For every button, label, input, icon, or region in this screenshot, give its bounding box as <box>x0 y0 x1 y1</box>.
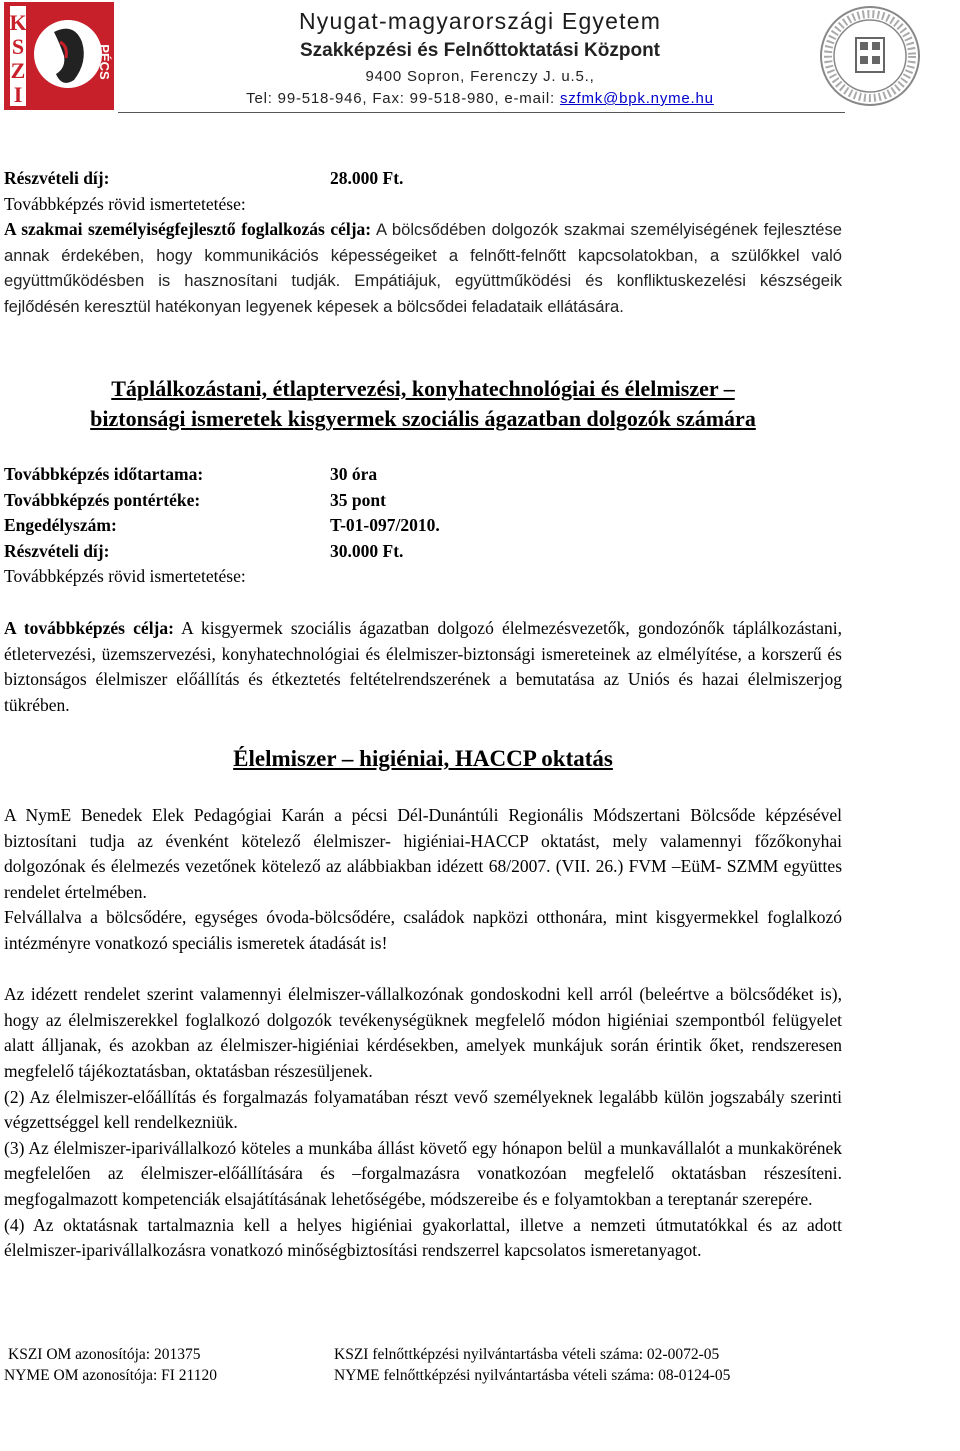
detail-value: 35 pont <box>330 489 386 510</box>
section-2-title <box>4 374 842 434</box>
detail-row-points <box>4 488 842 514</box>
fee-value: 28.000 Ft. <box>330 168 404 188</box>
detail-value: 30 óra <box>330 464 378 484</box>
goal-paragraph <box>4 217 842 319</box>
detail-label: Engedélyszám: <box>4 515 117 536</box>
svg-text:K: K <box>9 10 27 35</box>
nyme-registration: NYME felnőttképzési nyilvántartásba vételi száma: 08-0124-05 <box>334 1367 731 1384</box>
detail-value: T-01-097/2010. <box>330 515 440 536</box>
section-2-title-line-1: Táplálkozástani, étlaptervezési, konyhatechnológiai és élelmiszer – <box>111 376 735 401</box>
address: 9400 Sopron, Ferenczy J. u.5., <box>365 68 595 85</box>
section-1 <box>4 166 842 320</box>
summary-label: Továbbképzés rövid ismertetetése: <box>4 193 246 214</box>
paragraph: Felvállalva a bölcsődére, egységes óvoda-bölcsődére, családok napközi otthonára, mint kisgyermekkel foglalkozó intézményre vonatkozó speciális ismeretek átadását is! <box>4 907 842 953</box>
detail-row-duration <box>4 462 842 488</box>
paragraph: (2) Az élelmiszer-előállítás és forgalmazás folyamatában részt vevő személyeknek legalább külön jogszabály szerinti végzettséggel kell rendelkezniük. <box>4 1086 842 1133</box>
section-3-body <box>4 803 842 1264</box>
email-link[interactable]: szfmk@bpk.nyme.hu <box>559 90 714 107</box>
svg-text:Z: Z <box>10 58 26 83</box>
institution-name: Nyugat-magyarországi Egyetem <box>298 8 662 34</box>
goal-text: A bölcsődében dolgozók szakmai személyiségének fejlesztése annak érdekében, hogy kommunikációs képességeiket a felnőtt-felnőtt kapcsolatokban, a szülőkkel való együttműködésben is hasznosítani tudják. Empátiájuk, együttműködési és konfliktuskezelési készségeik fejlődésén keresztül hatékonyan legyenek képesek a bölcsődei feladataik ellátására. <box>4 220 842 316</box>
svg-text:S: S <box>11 34 25 59</box>
goal-label: A továbbképzés célja: <box>4 618 174 638</box>
detail-row-license <box>4 513 842 539</box>
goal-label: A szakmai személyiségfejlesztő foglalkozás célja: <box>4 219 372 240</box>
paragraph: (4) Az oktatásnak tartalmaznia kell a helyes higiéniai gyakorlattal, illetve a nemzeti útmutatókkal és az adott élelmiszer-iparivállalkozásra vonatkozó minőségbiztosítási rendszerrel kapcsolatos ismeretanyagot. <box>4 1214 842 1261</box>
contact-text: Tel: 99-518-946, Fax: 99-518-980, e-mail: <box>246 90 560 107</box>
svg-text:PÉCS: PÉCS <box>97 44 112 80</box>
letterhead <box>0 0 960 118</box>
paragraph: A NymE Benedek Elek Pedagógiai Karán a pécsi Dél-Dunántúli Regionális Módszertani Bölcsőde képzésével biztosítani tudja az évenként kötelező élelmiszer- higiéniai-HACCP oktatást, mely valamennyi főzőkonyhai dolgozónak és élelmezés vezetőnek kötelező az alábbiakban idézett 68/2007. (VII. 26.) FVM –EüM- SZMM együttes rendelet értelmében. <box>4 805 842 902</box>
detail-label: Részvételi díj: <box>4 540 110 561</box>
summary-label: Továbbképzés rövid ismertetetése: <box>4 566 246 587</box>
ksz-om-id: KSZI OM azonosítója: 201375 <box>8 1346 201 1363</box>
detail-label: Továbbképzés időtartama: <box>4 464 204 484</box>
university-seal <box>818 4 922 108</box>
header-divider <box>118 112 845 113</box>
fee-label: Részvételi díj: <box>4 168 110 188</box>
section-2-details <box>4 462 842 590</box>
detail-value: 30.000 Ft. <box>330 540 404 561</box>
ksz-registration: KSZI felnőttképzési nyilvántartásba vételi száma: 02-0072-05 <box>334 1346 720 1363</box>
section-2-goal <box>4 616 842 718</box>
contact-line <box>0 90 960 107</box>
center-name: Szakképzési és Felnőttoktatási Központ <box>299 40 661 61</box>
goal-text: A kisgyermek szociális ágazatban dolgozó élelmezésvezetők, gondozónők táplálkozástani, étletervezési, üzemszervezési, konyhatechnológiai és élelmiszer-biztonsági ismereteinek az elmélyítése, a korszerű és biztonságos élelmiszer előállítás és étkeztetés feltételrendszerének a bemutatása az Uniós és hazai élelmiszerjog tükrében. <box>4 618 842 715</box>
footer <box>4 1344 904 1386</box>
detail-label: Továbbképzés pontértéke: <box>4 489 201 510</box>
paragraph: Az idézett rendelet szerint valamennyi élelmiszer-vállalkozónak gondoskodni kell arról (beleértve a bölcsődéket is), hogy az élelmiszerekkel foglalkozó dolgozók tevékenységüknek megfelelő módon higiéniai szempontból felügyelet alatt álljanak, és azokban az élelmiszer-higiéniai kérdésekben, amelyek munkájuk során érintik őket, rendszeresen megfelelő tájékoztatásban, oktatásban részesüljenek. <box>4 984 842 1081</box>
section-3-title: Élelmiszer – higiéniai, HACCP oktatás <box>233 746 613 771</box>
paragraph: (3) Az élelmiszer-iparivállalkozó köteles a munkába állást követő egy hónapon belül a munkavállalót a munkakörének megfelelően az élelmiszer-előállítására és –forgalmazásra vonatkozóan megfelelő oktatásban részesíteni. megfogalmazott kompetenciák elsajátításának lehetőségébe, módszereibe és e folyamtokban a tereptanár szerepére. <box>4 1137 842 1209</box>
detail-row-fee <box>4 539 842 565</box>
nyme-om-id: NYME OM azonosítója: FI 21120 <box>4 1367 217 1384</box>
svg-text:I: I <box>13 82 23 107</box>
section-2-title-line-2: biztonsági ismeretek kisgyermek szociális ágazatban dolgozók számára <box>90 406 756 431</box>
